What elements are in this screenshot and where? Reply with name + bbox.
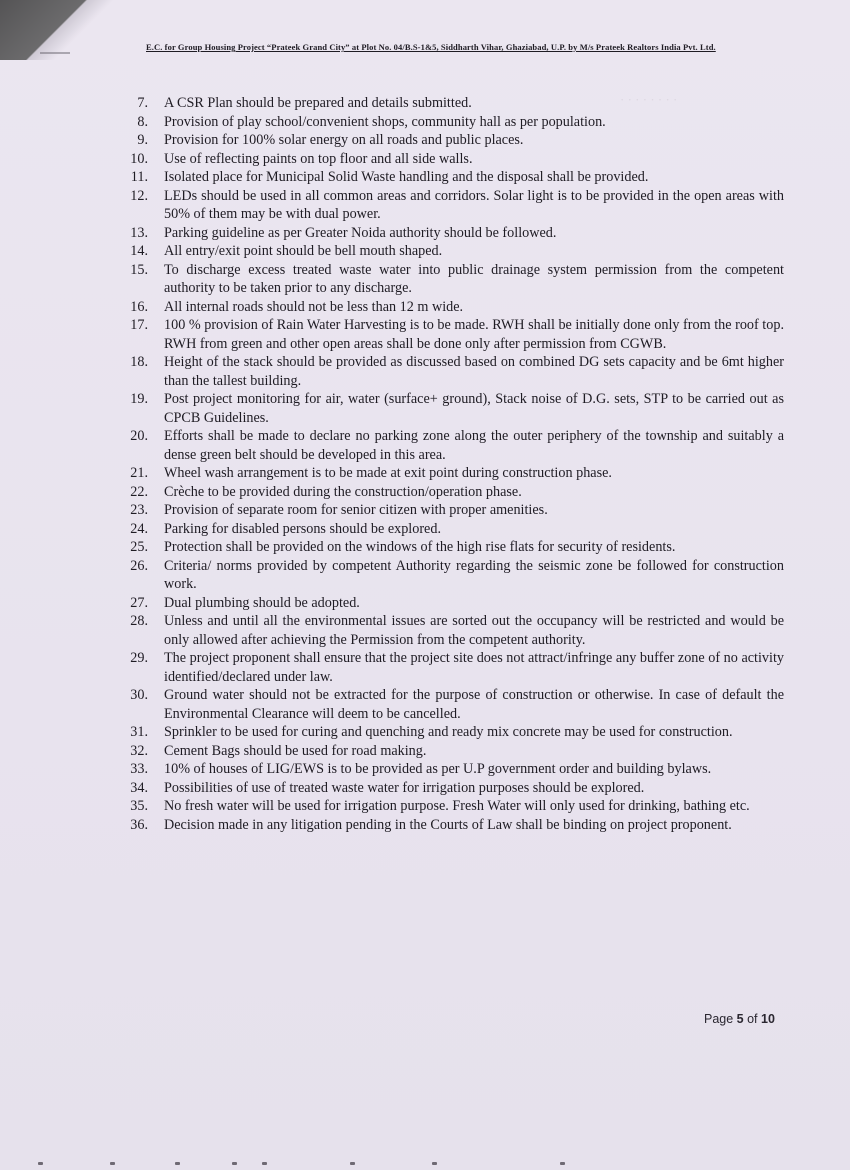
item-number: 24.: [130, 520, 148, 537]
page-footer: [704, 1012, 775, 1026]
item-text: Provision for 100% solar energy on all roads and public places.: [164, 132, 524, 148]
item-text: All internal roads should not be less than 12 m wide.: [164, 298, 464, 315]
margin-mark: [40, 44, 70, 54]
list-item: [108, 94, 784, 113]
item-text: Isolated place for Municipal Solid Waste handling and the disposal shall be provided.: [164, 169, 649, 185]
list-item: [108, 538, 784, 557]
footer-prefix: Page: [704, 1012, 737, 1026]
list-item: [108, 501, 784, 520]
scan-mark: [432, 1162, 437, 1165]
list-item: [108, 353, 784, 390]
footer-mid: of: [743, 1012, 761, 1026]
item-text: Cement Bags should be used for road making.: [164, 742, 427, 759]
scan-mark: [38, 1162, 43, 1165]
item-text: Ground water should not be extracted for the purpose of construction or otherwise. In case of default the Environmental Clearance will deem to be cancelled.: [164, 687, 784, 722]
item-text: Possibilities of use of treated waste water for irrigation purposes should be explored.: [164, 779, 645, 796]
scan-edge-marks: [0, 1158, 850, 1168]
list-item: [108, 483, 784, 502]
item-text: Efforts shall be made to declare no parking zone along the outer periphery of the township and suitably a dense green belt should be developed in this area.: [164, 428, 784, 463]
item-text: No fresh water will be used for irrigation purpose. Fresh Water will only used for drinking, bathing etc.: [164, 798, 750, 814]
list-item: [108, 298, 784, 317]
scan-mark: [232, 1162, 237, 1165]
list-item: [108, 723, 784, 742]
list-item: [108, 242, 784, 261]
list-item: [108, 797, 784, 816]
item-number: 23.: [130, 502, 148, 518]
item-number: 36.: [130, 816, 148, 833]
bleed-through: · · · · · · · ·: [620, 92, 678, 107]
item-text: Wheel wash arrangement is to be made at exit point during construction phase.: [164, 465, 612, 481]
item-number: 13.: [130, 224, 148, 241]
item-number: 18.: [130, 354, 148, 370]
list-item: [108, 390, 784, 427]
item-text: Unless and until all the environmental issues are sorted out the occupancy will be restricted and would be only allowed after achieving the Permission from the competent authority.: [164, 613, 784, 648]
item-text: The project proponent shall ensure that the project site does not attract/infringe any buffer zone of no activity identified/declared under law.: [164, 650, 784, 685]
item-number: 33.: [130, 761, 148, 777]
item-number: 35.: [130, 798, 148, 814]
list-item: [108, 316, 784, 353]
item-number: 29.: [130, 650, 148, 666]
item-text: Sprinkler to be used for curing and quenching and ready mix concrete may be used for construction.: [164, 724, 733, 740]
list-item: [108, 779, 784, 798]
list-item: [108, 168, 784, 187]
item-number: 28.: [130, 613, 148, 629]
item-number: 22.: [130, 483, 148, 500]
item-text: To discharge excess treated waste water into public drainage system permission from the competent authority to be taken prior to any discharge.: [164, 261, 784, 296]
page-total: 10: [761, 1012, 775, 1026]
list-item: [108, 649, 784, 686]
list-item: [108, 816, 784, 835]
list-item: [108, 520, 784, 539]
item-text: A CSR Plan should be prepared and details submitted.: [164, 95, 472, 111]
item-text: LEDs should be used in all common areas and corridors. Solar light is to be provided in the open areas with 50% of them may be with dual power.: [164, 187, 784, 222]
list-item: [108, 612, 784, 649]
list-item: [108, 594, 784, 613]
item-number: 21.: [130, 465, 148, 481]
item-number: 20.: [130, 428, 148, 444]
item-number: 25.: [130, 539, 148, 555]
item-text: Post project monitoring for air, water (surface+ ground), Stack noise of D.G. sets, STP to be carried out as CPCB Guidelines.: [164, 391, 784, 426]
list-item: [108, 131, 784, 150]
conditions-list: [108, 94, 784, 834]
item-number: 32.: [130, 742, 148, 759]
list-item: [108, 261, 784, 298]
item-text: Criteria/ norms provided by competent Authority regarding the seismic zone be followed for construction work.: [164, 557, 784, 592]
item-text: Dual plumbing should be adopted.: [164, 594, 360, 611]
item-number: 31.: [130, 724, 148, 740]
scan-mark: [350, 1162, 355, 1165]
item-number: 11.: [130, 169, 148, 185]
item-text: All entry/exit point should be bell mouth shaped.: [164, 243, 443, 259]
list-item: [108, 187, 784, 224]
list-item: [108, 464, 784, 483]
item-text: Provision of play school/convenient shops, community hall as per population.: [164, 113, 606, 130]
page-number: 5: [736, 1012, 744, 1026]
scan-mark: [175, 1162, 180, 1165]
item-number: 7.: [137, 95, 148, 111]
list-item: [108, 760, 784, 779]
item-text: Decision made in any litigation pending in the Courts of Law shall be binding on project proponent.: [164, 816, 732, 833]
list-item: [108, 686, 784, 723]
item-number: 12.: [130, 187, 148, 204]
item-number: 8.: [137, 113, 148, 130]
item-number: 26.: [130, 557, 148, 574]
document-header: E.C. for Group Housing Project “Prateek Grand City” at Plot No. 04/B.S-1&5, Siddharth Vihar, Ghaziabad, U.P. by M/s Prateek Realtors India Pvt. Ltd.: [146, 42, 716, 52]
item-text: Parking for disabled persons should be explored.: [164, 520, 441, 537]
item-number: 30.: [130, 687, 148, 703]
item-text: 100 % provision of Rain Water Harvesting is to be made. RWH shall be initially done only from the roof top. RWH from green and other open areas shall be done only after permission from CGWB.: [164, 317, 784, 352]
item-text: Parking guideline as per Greater Noida authority should be followed.: [164, 224, 557, 241]
item-number: 17.: [130, 317, 148, 333]
item-text: Use of reflecting paints on top floor and all side walls.: [164, 150, 473, 167]
item-number: 14.: [130, 243, 148, 259]
scan-mark: [560, 1162, 565, 1165]
scan-mark: [110, 1162, 115, 1165]
item-number: 10.: [130, 150, 148, 167]
list-item: [108, 742, 784, 761]
item-number: 19.: [130, 391, 148, 407]
list-item: [108, 557, 784, 594]
item-text: Height of the stack should be provided as discussed based on combined DG sets capacity and be 6mt higher than the tallest building.: [164, 354, 784, 389]
item-number: 9.: [137, 132, 148, 148]
scan-mark: [262, 1162, 267, 1165]
list-item: [108, 150, 784, 169]
item-text: Crèche to be provided during the construction/operation phase.: [164, 483, 522, 500]
item-text: Provision of separate room for senior citizen with proper amenities.: [164, 502, 548, 518]
list-item: [108, 224, 784, 243]
item-number: 16.: [130, 298, 148, 315]
list-item: [108, 427, 784, 464]
item-number: 34.: [130, 779, 148, 796]
item-number: 15.: [130, 261, 148, 278]
item-number: 27.: [130, 594, 148, 611]
item-text: 10% of houses of LIG/EWS is to be provided as per U.P government order and building bylaws.: [164, 761, 712, 777]
item-text: Protection shall be provided on the windows of the high rise flats for security of residents.: [164, 539, 676, 555]
list-item: [108, 113, 784, 132]
